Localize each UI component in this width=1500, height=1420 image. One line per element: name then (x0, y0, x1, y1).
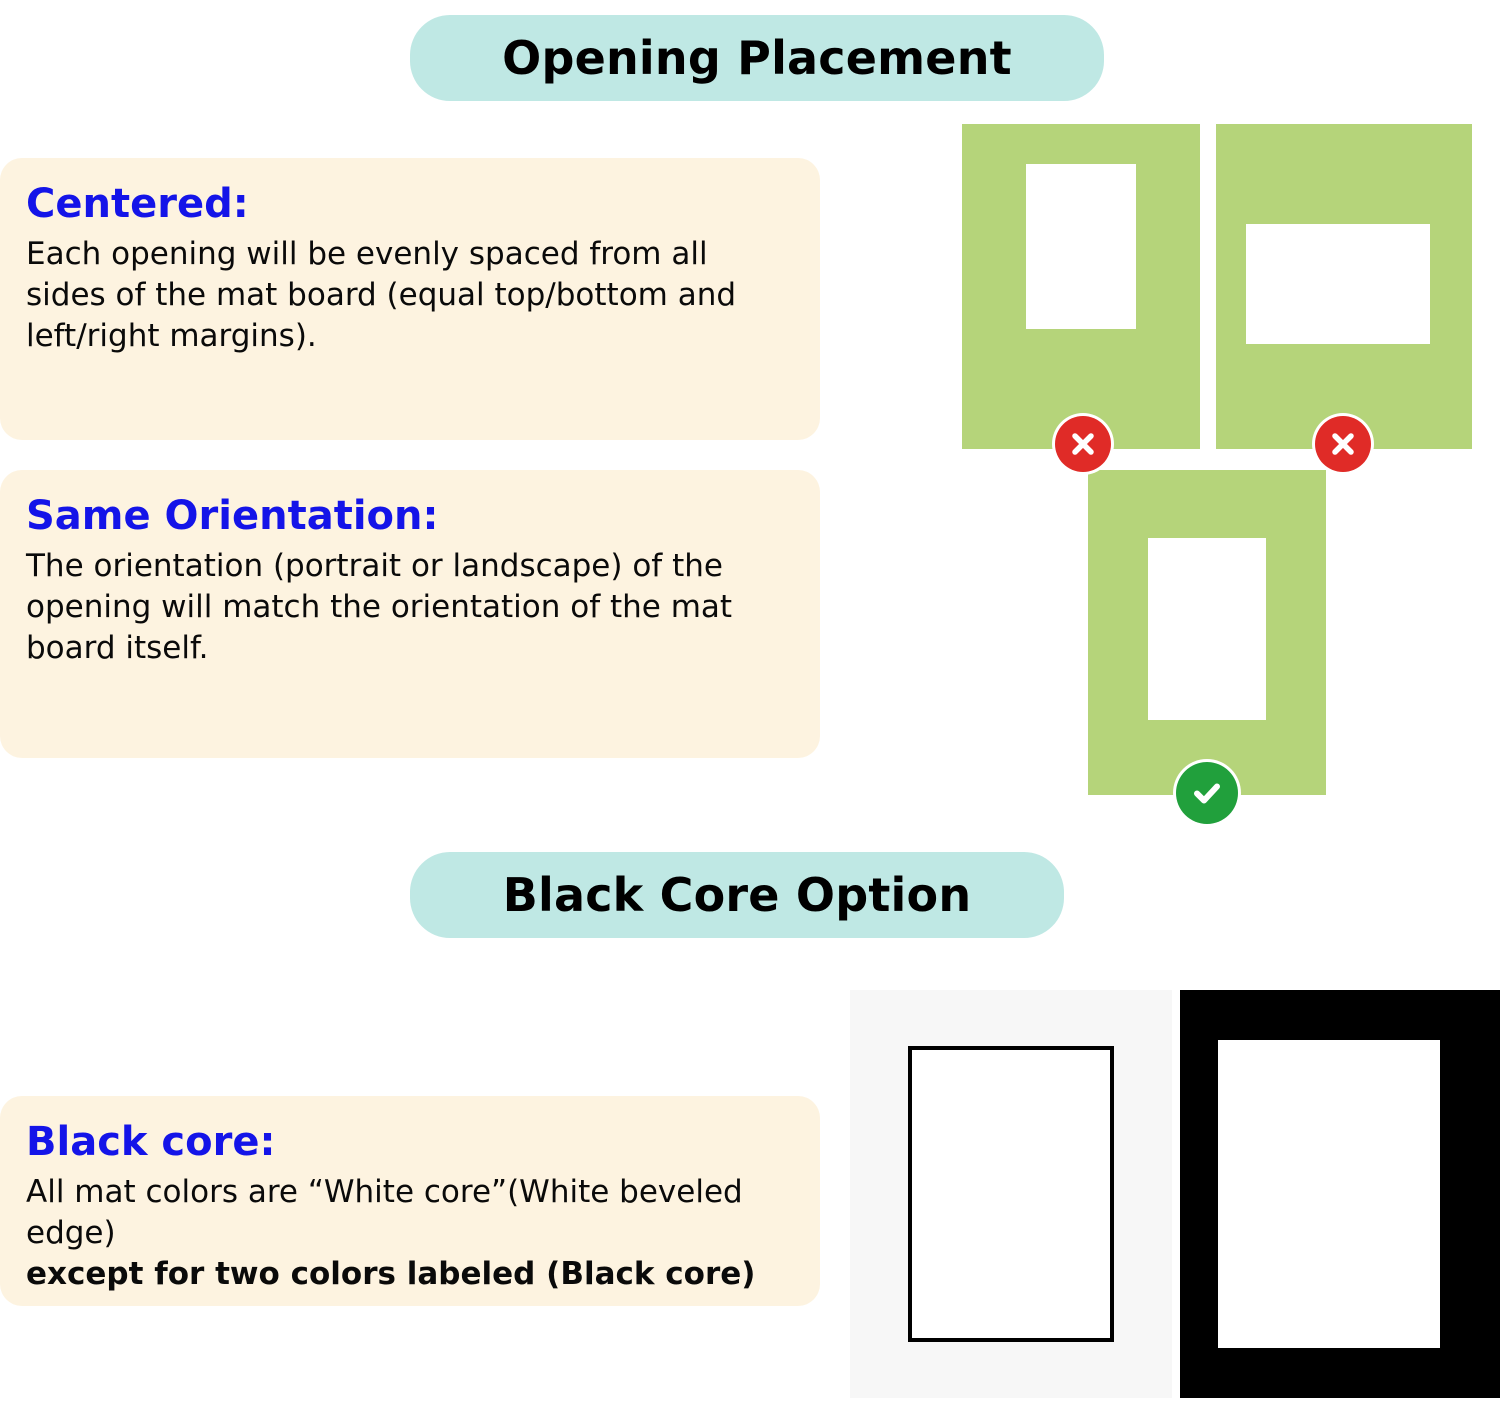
mat-opening-white (1218, 1040, 1440, 1348)
section-title-opening-placement: Opening Placement (410, 15, 1104, 101)
note-centered (0, 158, 820, 440)
mat-board-landscape-opening (1216, 124, 1472, 449)
mat-board-portrait-offset (962, 124, 1200, 449)
note-same-orientation (0, 470, 820, 758)
cross-mark-icon (1315, 416, 1371, 472)
note-centered-heading: Centered: (26, 181, 249, 227)
note-centered-body: Each opening will be evenly spaced from all sides of the mat board (equal top/bottom and left/right margins). (26, 236, 737, 355)
mat-board-portrait-centered-correct (1088, 470, 1326, 795)
note-same-orientation-heading: Same Orientation: (26, 493, 439, 539)
note-black-core-body-line2: except for two colors labeled (Black core) (26, 1256, 756, 1293)
section-title-black-core-option: Black Core Option (410, 852, 1064, 938)
mat-opening (1246, 224, 1430, 344)
note-black-core (0, 1096, 820, 1306)
mat-board-black (1180, 990, 1500, 1398)
mat-board-white-with-black-core (850, 990, 1172, 1398)
note-black-core-heading: Black core: (26, 1119, 276, 1165)
note-black-core-body-line1: All mat colors are “White core”(White beveled edge) (26, 1174, 743, 1252)
mat-opening (1148, 538, 1266, 720)
mat-opening (1026, 164, 1136, 329)
note-same-orientation-body: The orientation (portrait or landscape) of the opening will match the orientation of the mat board itself. (26, 548, 733, 667)
cross-mark-icon (1055, 416, 1111, 472)
mat-opening-black-bevel (908, 1046, 1114, 1342)
check-mark-icon (1176, 762, 1238, 824)
